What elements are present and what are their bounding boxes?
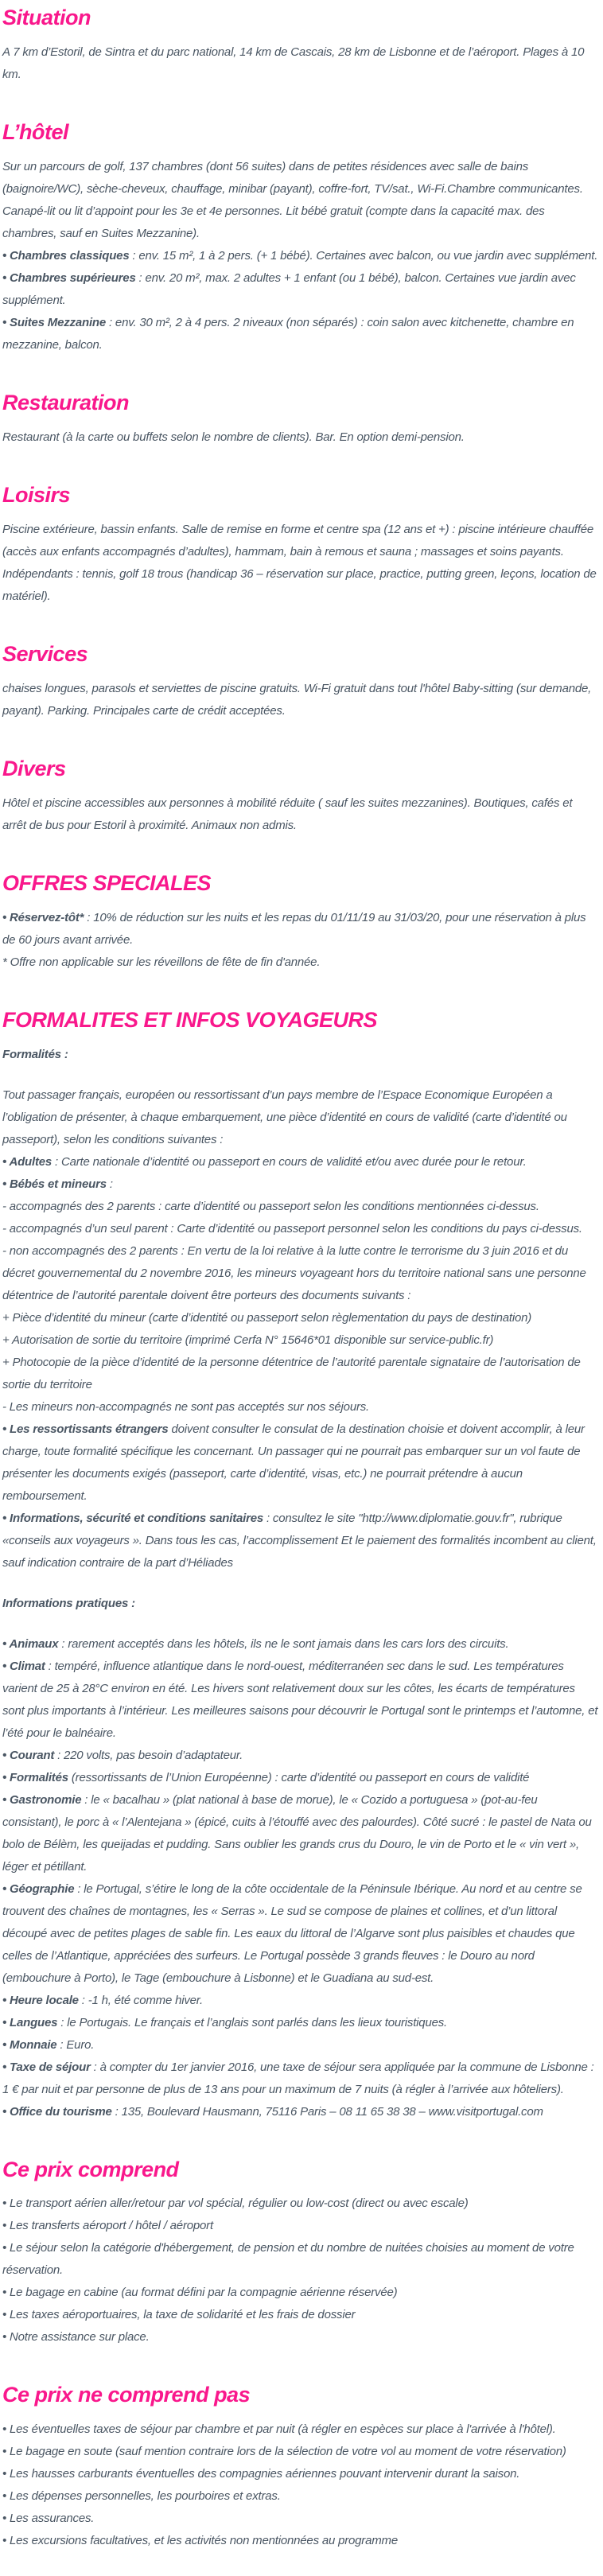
paragraph (2, 41, 598, 86)
bold-text-run: • Les ressortissants étrangers (2, 1422, 169, 1436)
travel-offer-document (2, 5, 598, 2552)
bold-text-run: • Monnaie (2, 2037, 57, 2052)
section-situation (2, 5, 598, 86)
bold-text-run: • Informations, sécurité et conditions sanitaires (2, 1511, 264, 1525)
bold-text-run: • Climat (2, 1659, 45, 1673)
section-heading-formalites-infos-voyageurs: FORMALITES ET INFOS VOYAGEURS (2, 1007, 378, 1032)
section-restauration (2, 390, 598, 449)
paragraph (2, 1656, 598, 1745)
section-heading-hotel: L’hôtel (2, 119, 68, 144)
paragraph-spacer (2, 1574, 598, 1593)
text-run: A 7 km d’Estoril, de Sintra et du parc national, 14 km de Cascais, 28 km de Lisbonne et de l’aéroport. Plages à 10 km. (2, 45, 585, 81)
paragraph (2, 1196, 598, 1218)
bold-text-run: • Réservez-tôt* (2, 910, 84, 924)
text-run: doivent consulter le consulat de la destination choisie et doivent accomplir, à leur charge, toute formalité spécifique les concernant. Un passager qui ne pourrait pas embarquer sur un vol faute de présenter les documents exigés (passeport, carte d’identité, visas, etc.) ne pourrait prétendre à aucun remboursement. (2, 1422, 585, 1503)
text-run: : tempéré, influence atlantique dans le nord-ouest, méditerranéen sec dans le sud. Les températures varient de 25 à 28°C environ en été. Les hivers sont relativement doux sur les côtes, les écarts de températures sont plus importants à l’intérieur. Les meilleures saisons pour découvrir le Portugal sont le printemps et l’automne, et l’été pour le balnéaire. (2, 1659, 598, 1740)
text-run: Hôtel et piscine accessibles aux personnes à mobilité réduite ( sauf les suites mezzanines). Boutiques, cafés et arrêt de bus pour Estoril à proximité. Animaux non admis. (2, 796, 573, 832)
text-run: • Les éventuelles taxes de séjour par chambre et par nuit (à régler en espèces sur place à l'arrivée à l'hôtel). (2, 2422, 556, 2437)
section-heading-divers: Divers (2, 756, 66, 780)
paragraph (2, 2304, 598, 2326)
text-run: : 10% de réduction sur les nuits et les repas du 01/11/19 au 31/03/20, pour une réservation à plus de 60 jours avant arrivée. (2, 910, 586, 947)
text-run: : Euro. (56, 2037, 95, 2052)
section-heading-situation: Situation (2, 6, 91, 29)
paragraph (2, 792, 598, 837)
paragraph (2, 1767, 598, 1789)
section-heading-loisirs: Loisirs (2, 482, 71, 507)
text-run: : env. 15 m², 1 à 2 pers. (+ 1 bébé). Certaines avec balcon, ou vue jardin avec supplément. (129, 248, 598, 263)
bold-text-run: • Taxe de séjour (2, 2060, 91, 2074)
paragraph (2, 1745, 598, 1767)
paragraph (2, 1307, 598, 1329)
text-run: : (106, 1177, 113, 1191)
paragraph (2, 2418, 598, 2441)
paragraph (2, 245, 598, 267)
text-run: Restaurant (à la carte ou buffets selon le nombre de clients). Bar. En option demi-pension. (2, 430, 465, 444)
section-heading-restauration: Restauration (2, 390, 130, 414)
paragraph (2, 312, 598, 356)
paragraph (2, 2326, 598, 2348)
bold-text-run: • Suites Mezzanine (2, 315, 107, 329)
text-run: - accompagnés d’un seul parent : Carte d’identité ou passeport personnel selon les conditions du pays ci-dessus. (2, 1221, 582, 1235)
section-heading-ce-prix-ne-comprend-pas: Ce prix ne comprend pas (2, 2383, 251, 2407)
bold-text-run: • Courant (2, 1748, 55, 1762)
paragraph (2, 2215, 598, 2237)
bold-text-run: • Langues (2, 2015, 58, 2029)
section-heading-ce-prix-comprend: Ce prix comprend (2, 2157, 179, 2181)
paragraph (2, 2237, 598, 2282)
bold-text-run: • Chambres classiques (2, 248, 130, 263)
bold-text-run: • Adultes (2, 1154, 53, 1169)
text-run: : le Portugais. Le français et l’anglais sont parlés dans les lieux touristiques. (57, 2015, 448, 2029)
text-run: + Pièce d’identité du mineur (carte d’identité ou passeport selon règlementation du pays de destination) (2, 1310, 532, 1325)
text-run: - non accompagnés des 2 parents : En vertu de la loi relative à la lutte contre le terrorisme du 3 juin 2016 et du décret gouvernemental du 2 novembre 2016, les mineurs voyageant hors du territoire national sans une personne détentrice de l’autorité parentale doivent être porteurs des documents suivants : (2, 1243, 586, 1302)
paragraph (2, 1396, 598, 1418)
paragraph (2, 2034, 598, 2057)
paragraph (2, 2282, 598, 2304)
text-run: chaises longues, parasols et serviettes de piscine gratuits. Wi-Fi gratuit dans tout l'hôtel Baby-sitting (sur demande, payant). Parking. Principales carte de crédit acceptées. (2, 681, 592, 718)
text-run: • Le bagage en cabine (au format défini par la compagnie aérienne réservée) (2, 2286, 398, 2300)
paragraph (2, 1151, 598, 1173)
section-heading-services: Services (2, 641, 88, 666)
text-run: • Le séjour selon la catégorie d'hébergement, de pension et du nombre de nuitées choisies au moment de votre réservation. (2, 2241, 574, 2278)
paragraph (2, 2441, 598, 2463)
bold-text-run: • Formalités (2, 1770, 68, 1784)
paragraph (2, 1352, 598, 1396)
section-formalites-infos-voyageurs (2, 1007, 598, 2123)
paragraph (2, 1173, 598, 1196)
paragraph (2, 2193, 598, 2215)
paragraph (2, 426, 598, 449)
text-run: : le Portugal, s’étire le long de la côte occidentale de la Péninsule Ibérique. Au nord et au centre se trouvent des chaînes de montagnes, les « Serras ». Le sud se compose de plaines et collines, et d’un littoral découpé avec de petites plages de sable fin. Les eaux du littoral de l’Algarve sont plus paisibles et chaudes que celles de l’Atlantique, appréciées des surfeurs. Le Portugal possède 3 grands fleuves : le Douro au nord (embouchure à Porto), le Tage (embouchure à Lisbonne) et le Guadiana au sud-est. (2, 1881, 582, 1985)
text-run: - Les mineurs non-accompagnés ne sont pas acceptés sur nos séjours. (2, 1399, 370, 1414)
text-run: : env. 20 m², max. 2 adultes + 1 enfant (ou 1 bébé), balcon. Certaines vue jardin avec supplément. (2, 270, 576, 307)
paragraph (2, 519, 598, 608)
text-run: • Le transport aérien aller/retour par vol spécial, régulier ou low-cost (direct ou avec escale) (2, 2197, 469, 2211)
paragraph (2, 1508, 598, 1574)
text-run: + Autorisation de sortie du territoire (imprimé Cerfa N° 15646*01 disponible sur service-public.fr) (2, 1333, 494, 1347)
text-run: : -1 h, été comme hiver. (78, 1993, 203, 2007)
text-run: : rarement acceptés dans les hôtels, ils ne le sont jamais dans les cars lors des circuits. (58, 1636, 509, 1651)
paragraph (2, 2101, 598, 2123)
subheading (2, 1044, 598, 1066)
paragraph (2, 2530, 598, 2552)
text-run: * Offre non applicable sur les réveillons de fête de fin d'année. (2, 955, 321, 969)
section-loisirs (2, 482, 598, 608)
text-run: Formalités : (2, 1047, 68, 1061)
text-run: : env. 30 m², 2 à 4 pers. 2 niveaux (non séparés) : coin salon avec kitchenette, chambre en mezzanine, balcon. (2, 315, 574, 352)
paragraph (2, 2485, 598, 2508)
text-run: • Les assurances. (2, 2512, 95, 2526)
paragraph (2, 1990, 598, 2012)
section-ce-prix-ne-comprend-pas (2, 2382, 598, 2552)
bold-text-run: • Chambres supérieures (2, 270, 136, 285)
bold-text-run: • Bébés et mineurs (2, 1177, 107, 1191)
paragraph (2, 1329, 598, 1352)
text-run: : Carte nationale d’identité ou passeport en cours de validité et/ou avec durée pour le retour. (52, 1154, 527, 1169)
paragraph (2, 156, 598, 245)
bold-text-run: • Animaux (2, 1636, 59, 1651)
paragraph (2, 678, 598, 722)
paragraph (2, 1084, 598, 1151)
text-run: : 220 volts, pas besoin d’adaptateur. (54, 1748, 243, 1762)
text-run: (ressortissants de l’Union Européenne) : carte d’identité ou passeport en cours de validité (68, 1770, 530, 1784)
paragraph (2, 267, 598, 312)
bold-text-run: • Heure locale (2, 1993, 79, 2007)
paragraph (2, 2463, 598, 2485)
paragraph (2, 2508, 598, 2530)
text-run: - accompagnés des 2 parents : carte d’identité ou passeport selon les conditions mentionnées ci-dessus. (2, 1199, 539, 1213)
section-heading-offres-speciales: OFFRES SPECIALES (2, 870, 212, 895)
section-hotel (2, 119, 598, 356)
text-run: Tout passager français, européen ou ressortissant d’un pays membre de l’Espace Economique Européen a l’obligation de présenter, à chaque embarquement, une pièce d’identité en cours de validité (carte d’identité ou passeport), selon les conditions suivantes : (2, 1088, 567, 1146)
text-run: : consultez le site "http://www.diplomatie.gouv.fr", rubrique «conseils aux voyageurs ». Dans tous les cas, l’accomplissement Et le paiement des formalités incombent au client, sauf indication contraire de la part d’Héliades (2, 1511, 597, 1570)
text-run: • Les dépenses personnelles, les pourboires et extras. (2, 2489, 281, 2504)
paragraph (2, 1240, 598, 1307)
text-run: • Le bagage en soute (sauf mention contraire lors de la sélection de votre vol au moment de votre réservation) (2, 2445, 566, 2459)
section-offres-speciales (2, 870, 598, 974)
paragraph (2, 1218, 598, 1240)
text-run: Sur un parcours de golf, 137 chambres (dont 56 suites) dans de petites résidences avec salle de bains (baignoire/WC), sèche-cheveux, chauffage, minibar (payant), coffre-fort, TV/sat., Wi-Fi.Chambre communicantes. Canapé-lit ou lit d’appoint pour les 3e et 4e personnes. Lit bébé gratuit (compte dans la capacité max. des chambres, sauf en Suites Mezzanine). (2, 159, 583, 240)
paragraph-spacer (2, 1066, 598, 1084)
bold-text-run: • Gastronomie (2, 1792, 82, 1807)
bold-text-run: • Office du tourisme (2, 2104, 112, 2119)
paragraph (2, 1878, 598, 1990)
paragraph (2, 2012, 598, 2034)
text-run: : le « bacalhau » (plat national à base de morue), le « Cozido a portuguesa » (pot-au-feu consistant), le porc à « l’Alentejana » (épicé, cuits à l’étouffé avec des palourdes). Côté sucré : le pastel de Nata ou bolo de Bélèm, les queijadas et pudding. Sans oublier les grands crus du Douro, le vin de Porto et le « vin vert », léger et pétillant. (2, 1792, 592, 1874)
text-run: • Les transferts aéroport / hôtel / aéroport (2, 2219, 213, 2233)
text-run: Informations pratiques : (2, 1596, 135, 1610)
paragraph (2, 1789, 598, 1878)
paragraph (2, 951, 598, 974)
text-run: Piscine extérieure, bassin enfants. Salle de remise en forme et centre spa (12 ans et +) : piscine intérieure chauffée (accès aux enfants accompagnés d’adultes), hammam, bain à remous et sauna ; massages et soins payants. Indépendants : tennis, golf 18 trous (handicap 36 – réservation sur place, practice, putting green, leçons, location de matériel). (2, 522, 597, 603)
text-run: • Les hausses carburants éventuelles des compagnies aériennes pouvant intervenir durant la saison. (2, 2467, 520, 2481)
section-ce-prix-comprend (2, 2157, 598, 2349)
text-run: • Notre assistance sur place. (2, 2330, 150, 2344)
text-run: + Photocopie de la pièce d’identité de la personne détentrice de l’autorité parentale signataire de l’autorisation de sortie du territoire (2, 1355, 581, 1391)
subheading (2, 1593, 598, 1615)
paragraph (2, 1418, 598, 1508)
section-divers (2, 756, 598, 837)
paragraph (2, 1633, 598, 1656)
bold-text-run: • Géographie (2, 1881, 75, 1896)
paragraph (2, 907, 598, 951)
paragraph-spacer (2, 1615, 598, 1633)
paragraph (2, 2057, 598, 2101)
section-services (2, 641, 598, 722)
text-run: • Les excursions facultatives, et les activités non mentionnées au programme (2, 2534, 398, 2548)
text-run: • Les taxes aéroportuaires, la taxe de solidarité et les frais de dossier (2, 2308, 356, 2322)
text-run: : à compter du 1er janvier 2016, une taxe de séjour sera appliquée par la commune de Lisbonne : 1 € par nuit et par personne de plus de 13 ans pour un maximum de 7 nuits (à régler à l’arrivée aux hôteliers). (2, 2060, 594, 2096)
text-run: : 135, Boulevard Hausmann, 75116 Paris – 08 11 65 38 38 – www.visitportugal.com (111, 2104, 543, 2119)
